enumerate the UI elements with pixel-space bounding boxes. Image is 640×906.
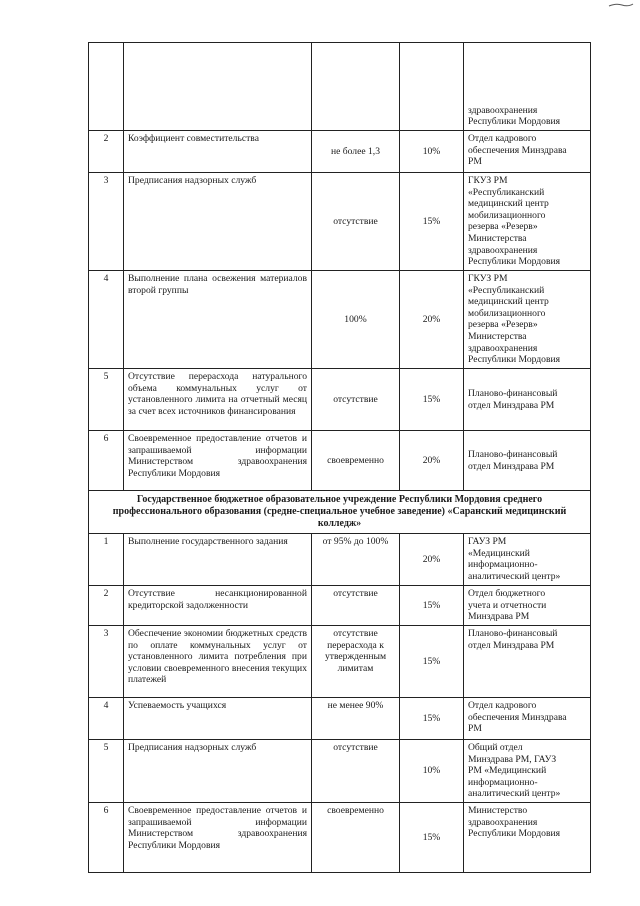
table-row: [89, 431, 591, 491]
weight-percent: 20%: [400, 271, 464, 369]
criterion-name: Предписания надзорных служб: [124, 740, 312, 803]
criterion-name: Отсутствие перерасхода натурального объема коммунальных услуг от установленного лимита на отчетный месяц за счет всех источников финансирования: [124, 369, 312, 431]
criterion-name: Своевременное предоставление отчетов и запрашиваемой информации Министерством здравоохранения Республики Мордовия: [124, 431, 312, 491]
weight-percent: 15%: [400, 173, 464, 271]
table-row: [89, 626, 591, 698]
target-value: своевременно: [312, 431, 400, 491]
responsible-source: здравоохранения Республики Мордовия: [464, 43, 591, 131]
row-number: 6: [89, 431, 124, 491]
criterion-name: Обеспечение экономии бюджетных средств по оплате коммунальных услуг от установленного лимита потребления при условии своевременного внесения текущих платежей: [124, 626, 312, 698]
row-number: 2: [89, 131, 124, 173]
scan-artifact-mark: [608, 2, 634, 8]
table-row: [89, 802, 591, 872]
table-row: [89, 698, 591, 740]
weight-percent: 15%: [400, 626, 464, 698]
target-value: отсутствие: [312, 586, 400, 626]
responsible-source: Отдел кадрового обеспечения Минздрава РМ: [464, 698, 591, 740]
target-value: не менее 90%: [312, 698, 400, 740]
weight-percent: 10%: [400, 740, 464, 803]
row-number: 5: [89, 740, 124, 803]
row-number: 5: [89, 369, 124, 431]
row-number: 4: [89, 698, 124, 740]
row-number: 3: [89, 173, 124, 271]
target-value: отсутствие: [312, 740, 400, 803]
table-row: [89, 586, 591, 626]
target-value: своевременно: [312, 802, 400, 872]
row-number: 6: [89, 802, 124, 872]
responsible-source: Планово-финансовый отдел Минздрава РМ: [464, 369, 591, 431]
weight-percent: 10%: [400, 131, 464, 173]
table-row: [89, 369, 591, 431]
target-value: [312, 43, 400, 131]
target-value: 100%: [312, 271, 400, 369]
row-number: [89, 43, 124, 131]
criterion-name: [124, 43, 312, 131]
row-number: 4: [89, 271, 124, 369]
target-value: отсутствие: [312, 173, 400, 271]
table-row: [89, 271, 591, 369]
criterion-name: Своевременное предоставление отчетов и запрашиваемой информации Министерством здравоохранения Республики Мордовия: [124, 802, 312, 872]
responsible-source: Планово-финансовый отдел Минздрава РМ: [464, 431, 591, 491]
target-value: от 95% до 100%: [312, 534, 400, 586]
section-title: Государственное бюджетное образовательное учреждение Республики Мордовия среднего профессионального образования (средне-специальное учебное заведение) «Саранский медицинский колледж»: [89, 491, 591, 534]
row-number: 3: [89, 626, 124, 698]
responsible-source: Отдел кадрового обеспечения Минздрава РМ: [464, 131, 591, 173]
responsible-source: ГКУЗ РМ «Республиканский медицинский центр мобилизационного резерва «Резерв» Министерства здравоохранения Республики Мордовия: [464, 173, 591, 271]
criterion-name: Предписания надзорных служб: [124, 173, 312, 271]
target-value: отсутствие перерасхода к утвержденным лимитам: [312, 626, 400, 698]
row-number: 1: [89, 534, 124, 586]
table-row: [89, 43, 591, 131]
table-row: [89, 131, 591, 173]
criterion-name: Коэффициент совместительства: [124, 131, 312, 173]
weight-percent: 15%: [400, 586, 464, 626]
criteria-table: [88, 42, 591, 873]
weight-percent: 15%: [400, 369, 464, 431]
responsible-source: Министерство здравоохранения Республики Мордовия: [464, 802, 591, 872]
criterion-name: Успеваемость учащихся: [124, 698, 312, 740]
responsible-source: Планово-финансовый отдел Минздрава РМ: [464, 626, 591, 698]
criterion-name: Отсутствие несанкционированной кредиторской задолженности: [124, 586, 312, 626]
section-header-row: [89, 491, 591, 534]
responsible-source: ГКУЗ РМ «Республиканский медицинский центр мобилизационного резерва «Резерв» Министерства здравоохранения Республики Мордовия: [464, 271, 591, 369]
responsible-source: Отдел бюджетного учета и отчетности Минздрава РМ: [464, 586, 591, 626]
row-number: 2: [89, 586, 124, 626]
criterion-name: Выполнение плана освежения материалов второй группы: [124, 271, 312, 369]
weight-percent: 15%: [400, 698, 464, 740]
criterion-name: Выполнение государственного задания: [124, 534, 312, 586]
responsible-source: ГАУЗ РМ «Медицинский информационно- аналитический центр»: [464, 534, 591, 586]
target-value: отсутствие: [312, 369, 400, 431]
weight-percent: 20%: [400, 534, 464, 586]
weight-percent: [400, 43, 464, 131]
target-value: не более 1,3: [312, 131, 400, 173]
weight-percent: 15%: [400, 802, 464, 872]
weight-percent: 20%: [400, 431, 464, 491]
table-row: [89, 740, 591, 803]
responsible-source: Общий отдел Минздрава РМ, ГАУЗ РМ «Медицинский информационно- аналитический центр»: [464, 740, 591, 803]
table-row: [89, 173, 591, 271]
table-row: [89, 534, 591, 586]
